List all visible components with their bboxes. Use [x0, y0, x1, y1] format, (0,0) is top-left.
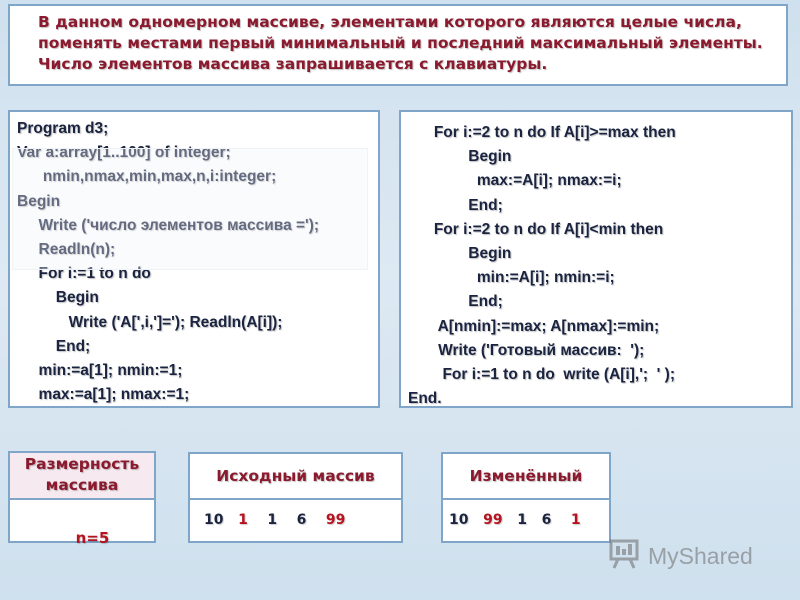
- code-line: max:=a[1]; nmax:=1;: [17, 386, 190, 404]
- task-statement: [8, 4, 788, 86]
- array-value: 99: [325, 512, 346, 528]
- array-size-value: n=5: [75, 529, 110, 547]
- changed-array-label: Изменённый: [469, 467, 583, 485]
- source-array-values: [190, 500, 401, 528]
- code-line: Program d3;: [17, 120, 109, 137]
- array-value: 10: [204, 512, 224, 528]
- code-line: A[nmin]:=max; A[nmax]:=min;: [408, 317, 660, 335]
- code-line: Readln(n);: [17, 241, 116, 259]
- code-line: min:=A[i]; nmin:=i;: [408, 269, 615, 287]
- array-value: 99: [483, 512, 503, 528]
- code-line: For i:=1 to n do: [17, 265, 151, 283]
- source-array-box: [188, 452, 403, 543]
- code-line: End.: [408, 390, 442, 408]
- code-line: Write ('A[',i,']='); Readln(A[i]);: [17, 313, 283, 331]
- changed-array-values: [443, 500, 609, 528]
- array-value: 1: [570, 512, 581, 528]
- array-value: 1: [238, 512, 248, 528]
- changed-array-box: [441, 452, 611, 543]
- code-line: Begin: [17, 289, 99, 307]
- array-size-box: [8, 451, 156, 547]
- code-line: End;: [408, 293, 503, 311]
- code-line: For i:=2 to n do If A[i]<min then: [408, 220, 664, 238]
- code-line: max:=A[i]; nmax:=i;: [408, 172, 622, 190]
- presentation-board-icon: [608, 538, 642, 574]
- array-size-label-line1: Размерность: [24, 455, 140, 473]
- task-line: Число элементов массива запрашивается с клавиатуры.: [38, 55, 548, 73]
- code-line: End;: [408, 196, 503, 214]
- code-line: Var a:array[1..100] of integer;: [17, 144, 231, 162]
- array-value: 6: [296, 512, 307, 528]
- array-value: 1: [267, 512, 278, 528]
- code-line: For i:=1 to n do write (A[i],'; ' );: [408, 366, 675, 384]
- code-line: Begin: [408, 245, 512, 263]
- array-size-label-line2: массива: [45, 476, 119, 494]
- code-block-right: [399, 110, 793, 408]
- code-line: For i:=2 to n do If A[i]>=max then: [408, 124, 676, 141]
- code-line: Begin: [17, 192, 61, 210]
- code-line: nmin,nmax,min,max,n,i:integer;: [17, 168, 277, 186]
- code-line: End;: [17, 337, 91, 355]
- code-line: Write ('число элементов массива =');: [17, 216, 320, 234]
- array-value: 6: [541, 512, 552, 528]
- task-line: В данном одномерном массиве, элементами которого являются целые числа,: [38, 13, 742, 31]
- code-block-left: [8, 110, 380, 408]
- watermark: [608, 538, 778, 574]
- array-value: 10: [449, 512, 469, 528]
- code-line: Begin: [408, 148, 512, 166]
- watermark-text: MyShared: [648, 542, 753, 569]
- code-line: min:=a[1]; nmin:=1;: [17, 362, 183, 380]
- source-array-label: Исходный массив: [216, 467, 375, 485]
- code-line: Write ('Готовый массив: ');: [408, 341, 645, 359]
- task-line: поменять местами первый минимальный и последний максимальный элементы.: [38, 34, 763, 52]
- array-value: 1: [517, 512, 527, 528]
- array-size-label: [10, 453, 154, 498]
